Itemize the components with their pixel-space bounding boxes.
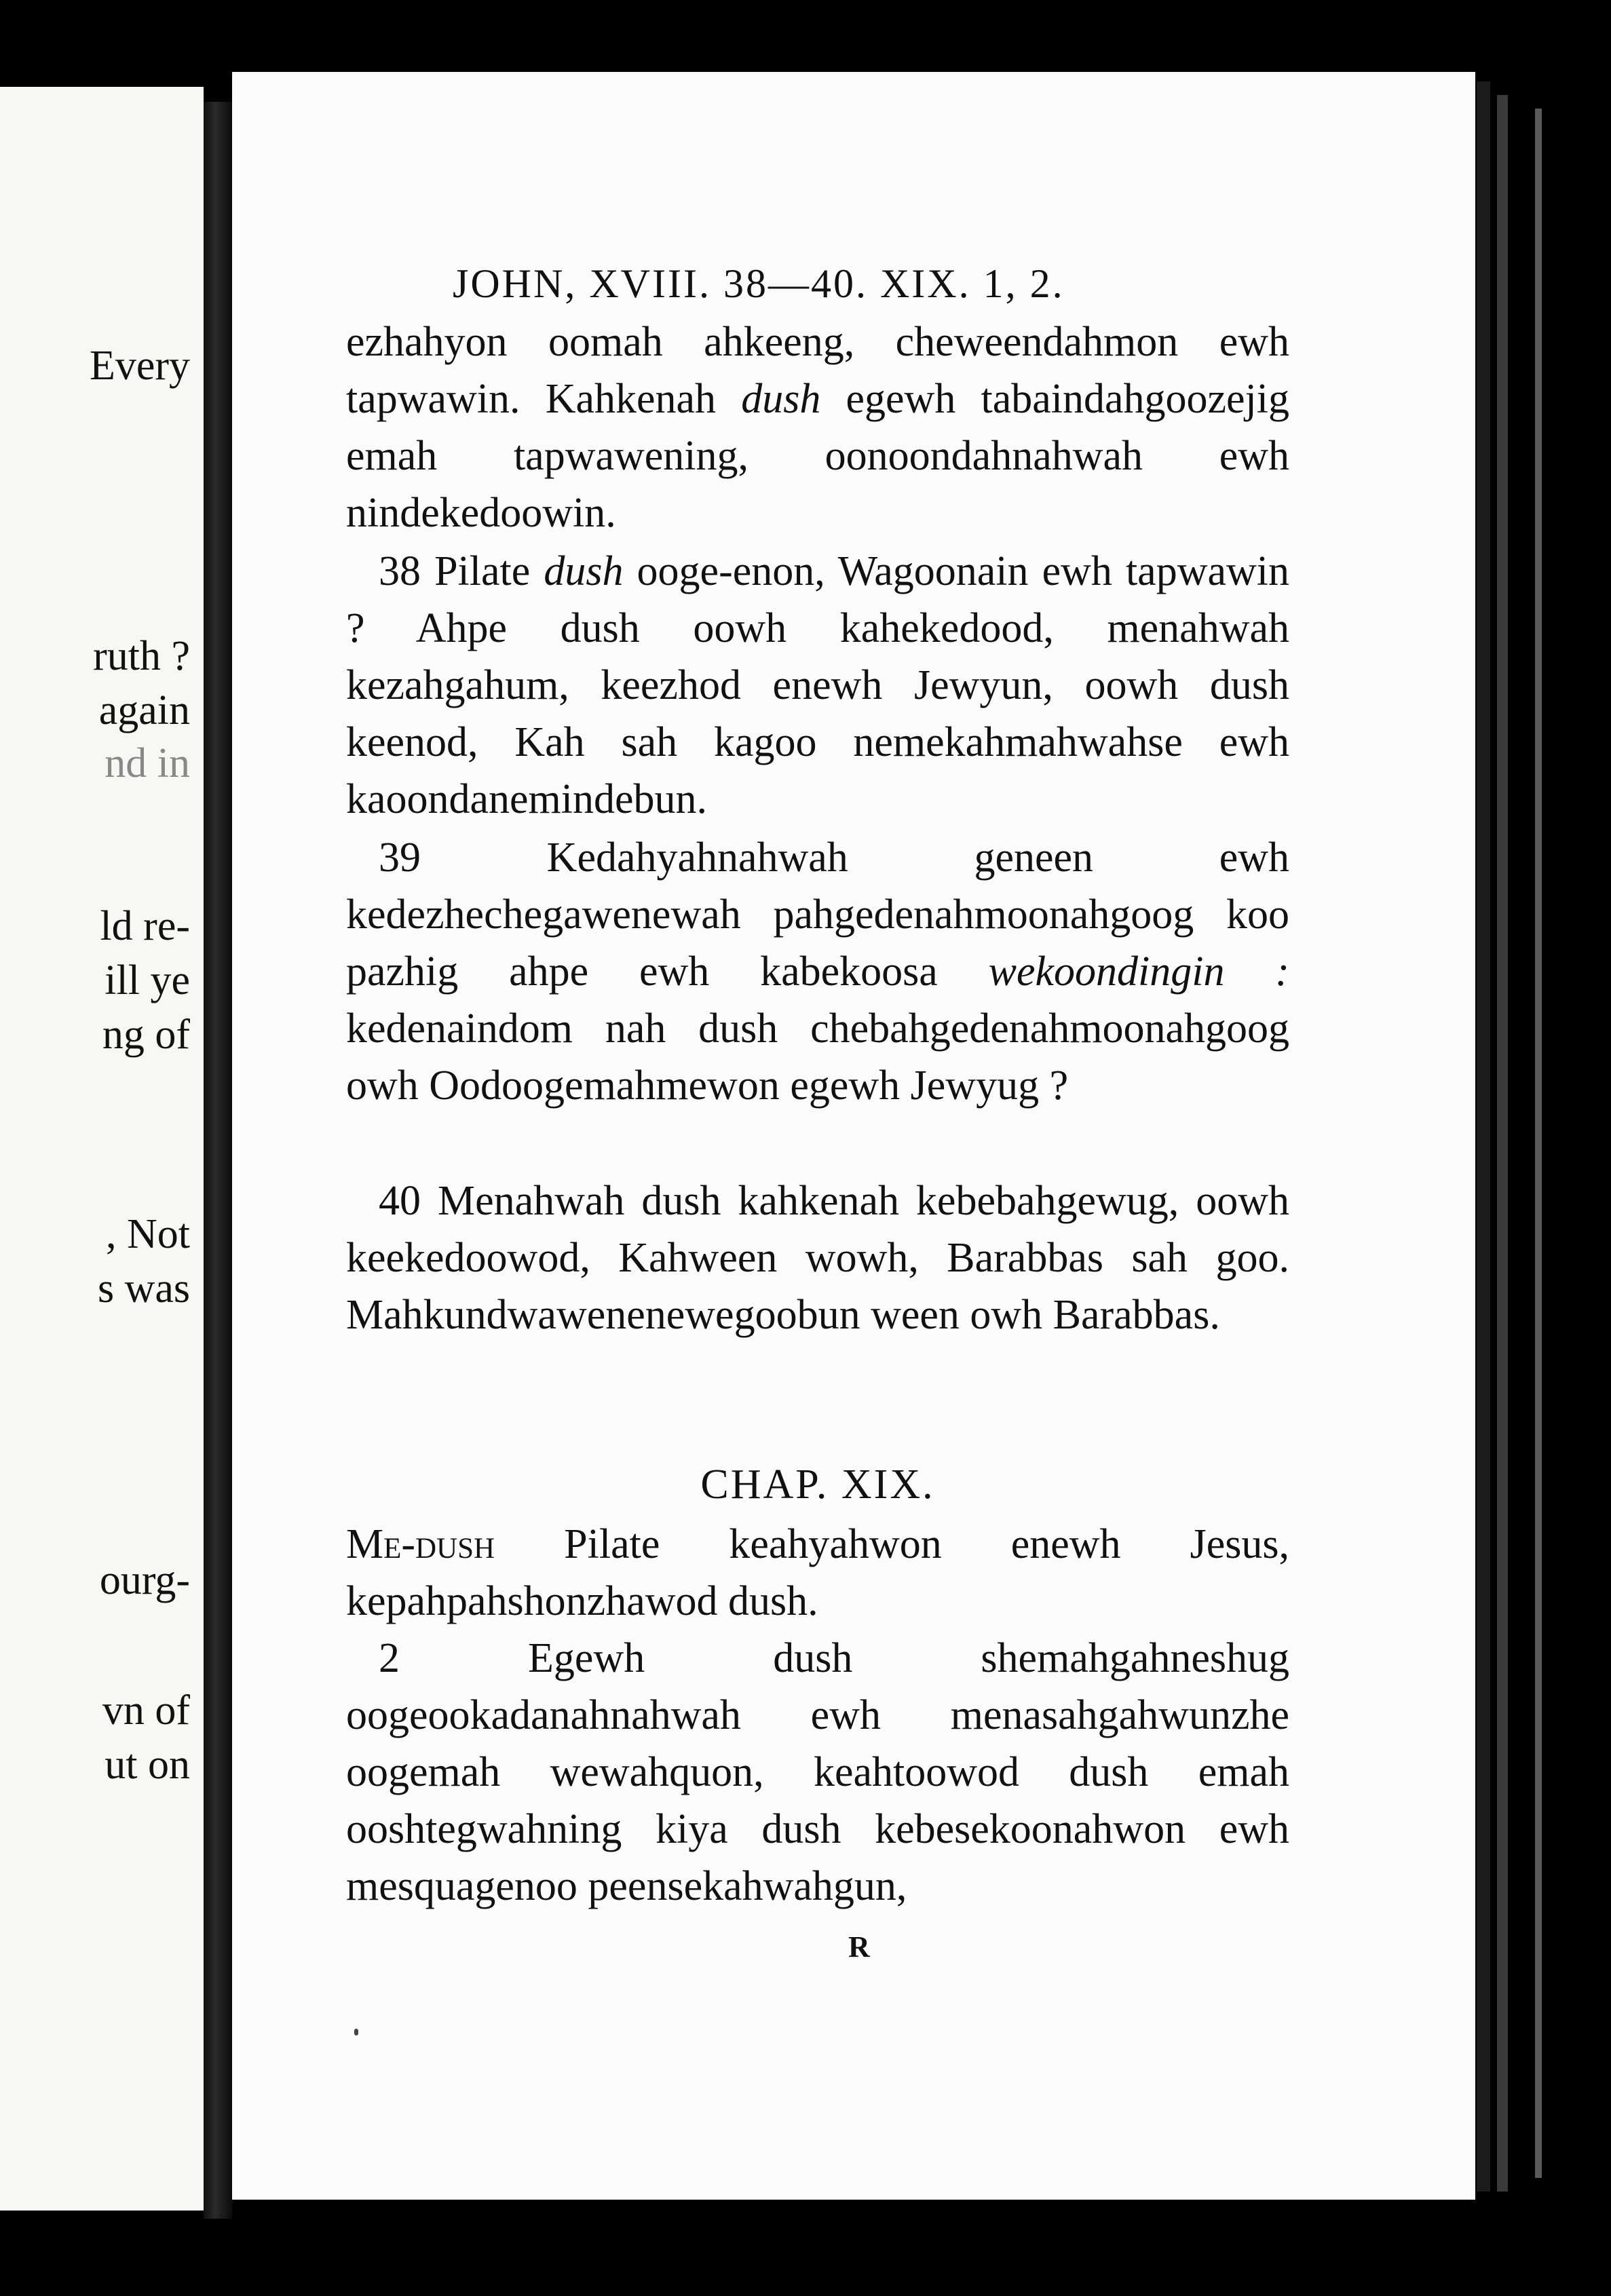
verse-text: kedenaindom nah dush chebahgedenahmoonahgoog owh Oodoogemahmewon egewh Jewyug ? (346, 1006, 1289, 1109)
running-head: JOHN, XVIII. 38—40. XIX. 1, 2. (453, 261, 1065, 306)
verse-40: 40 Menahwah dush kahkenah kebebahgewug, oowh keekedoowod, Kahween wowh, Barabbas sah goo. Mahkundwawenenewegoobun ween owh Barabbas. (346, 1178, 1289, 1338)
book-gutter (204, 102, 232, 2219)
verse-initial-caps: Me-dush (346, 1521, 495, 1567)
paragraph-text: egewh tabaindahgoozejig emah tapwawening, oonoondahnahwah ewh nindekedoowin. (346, 376, 1289, 536)
page-edge (1535, 109, 1542, 2178)
left-page-fragment: s was (97, 1265, 190, 1312)
chapter-19-verse-1 (346, 1516, 1289, 1630)
left-page-fragment: ld re- (100, 903, 190, 949)
left-page-fragment: ng of (102, 1012, 190, 1058)
paragraph-continuation (346, 313, 1289, 541)
left-page-fragment: , Not (106, 1211, 190, 1257)
signature-mark: R (848, 1930, 870, 1964)
left-page-fragment: again (98, 687, 190, 733)
left-page-fragment: nd in (105, 740, 190, 786)
italic-word: dush (544, 548, 624, 594)
left-page-fragment: ill ye (105, 957, 190, 1003)
verse-text: Pilate keahyahwon enewh Jesus, kepahpahshonzhawod dush. (346, 1521, 1289, 1624)
left-page-fragment: vn of (102, 1687, 190, 1734)
italic-word: wekoondingin : (988, 949, 1289, 995)
verse-text: ooge-enon, Wagoonain ewh tapwawin ? Ahpe dush oowh kahekedood, menahwah kezahgahum, keezhod enewh Jewyun, oowh dush keenod, Kah sah kagoo nemekahmahwahse ewh kaoondanemindebun. (346, 548, 1289, 822)
verse-text: 38 Pilate (379, 548, 544, 594)
left-page-fragment: ourg- (99, 1557, 190, 1603)
left-page-fragment: ruth ? (93, 633, 190, 679)
italic-word: dush (741, 376, 821, 422)
left-page-fragment: Every (89, 343, 190, 389)
ink-speck (354, 2029, 358, 2035)
left-page (0, 87, 204, 2211)
verse-39 (346, 829, 1289, 1114)
chapter-19-verse-2: 2 Egewh dush shemahgahneshug oogeookadanahnahwah ewh menasahgahwunzhe oogemah wewahquon, keahtoowod dush emah ooshtegwahning kiya dush kebesekoonahwon ewh mesquagenoo peensekahwahgun, (346, 1635, 1289, 1909)
page-edge (1477, 81, 1490, 2192)
chapter-heading: CHAP. XIX. (700, 1461, 935, 1508)
paragraph-text: ezhahyon oomah ahkeeng, cheweendahmon ewh tapwawin. Kahkenah (346, 319, 1289, 422)
verse-text: 39 Kedahyahnahwah geneen ewh kedezhechegawenewah pahgedenahmoonahgoog koo pazhig ahpe ewh kabekoosa (346, 835, 1289, 995)
left-page-fragment: ut on (105, 1742, 190, 1788)
page-edge (1497, 95, 1508, 2192)
verse-38 (346, 543, 1289, 828)
